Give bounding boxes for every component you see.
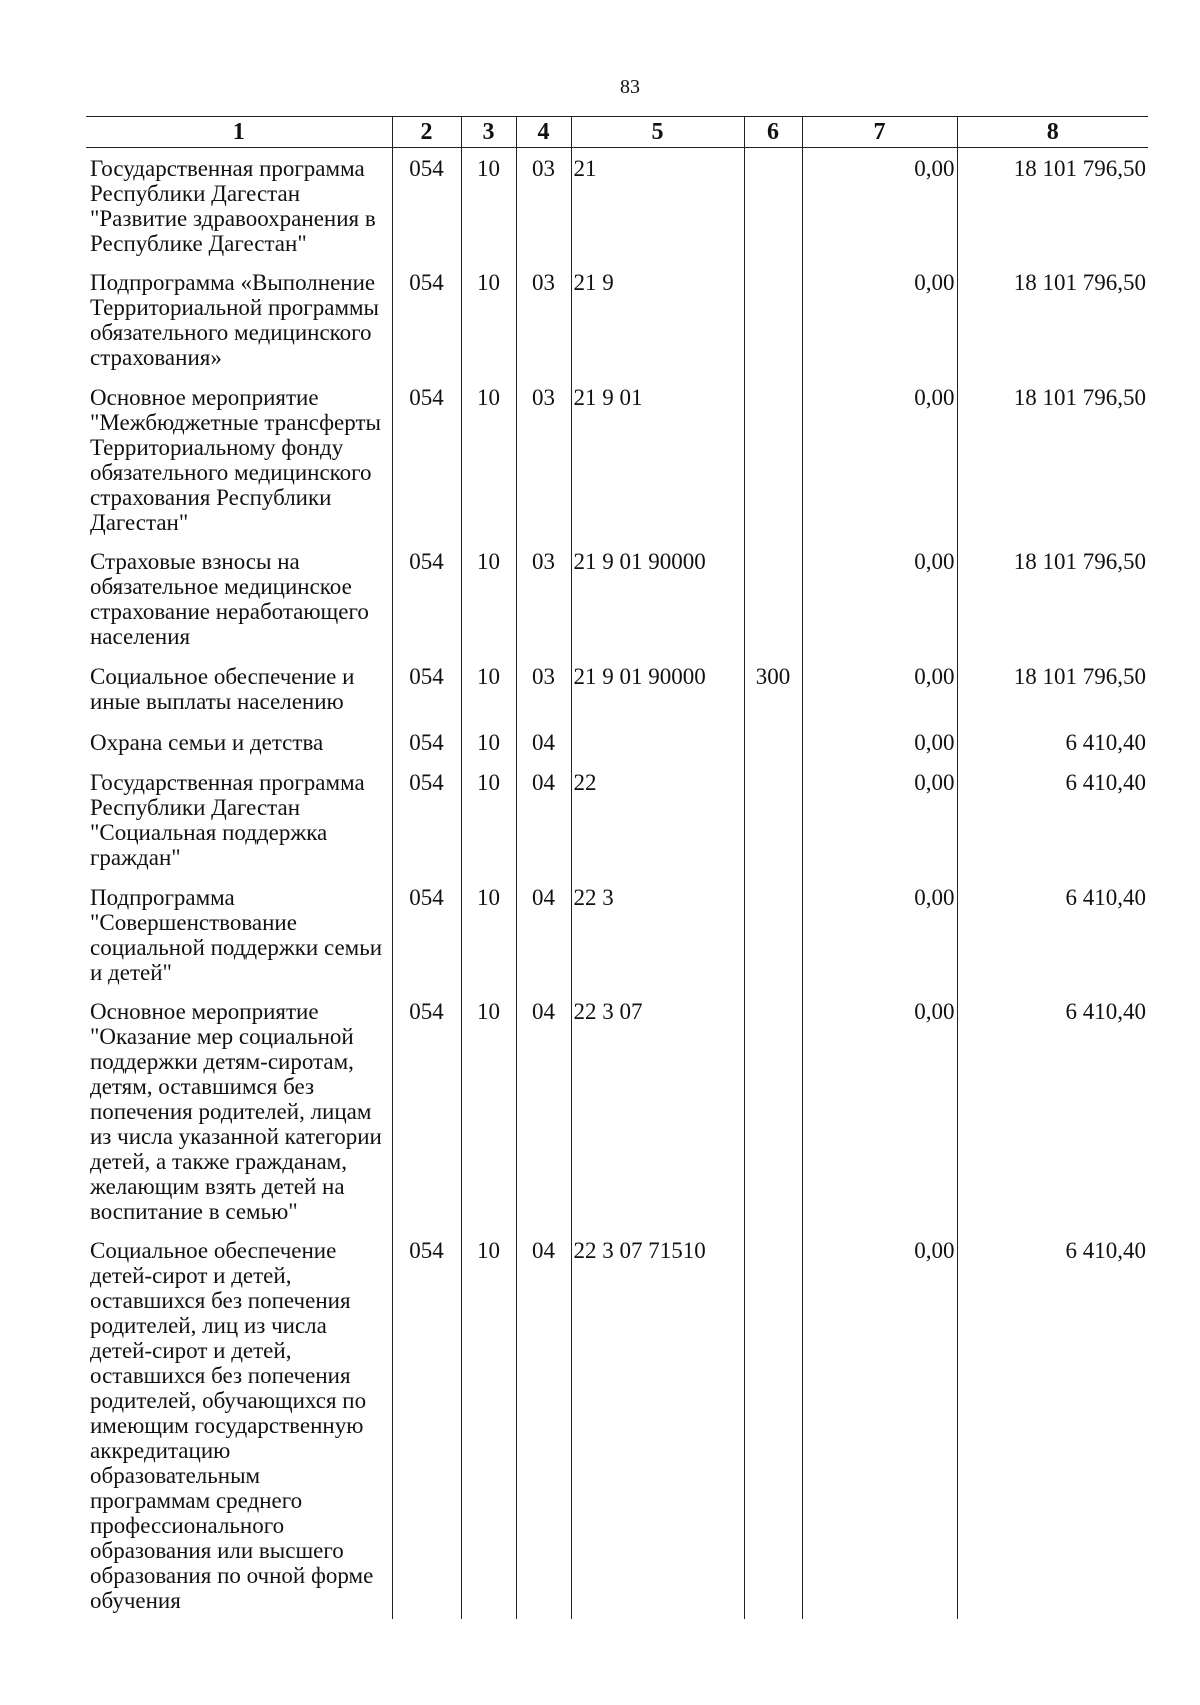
row-ministry-code: 054 — [392, 877, 461, 991]
row-subsection-code: 04 — [516, 722, 571, 762]
row-ministry-code: 054 — [392, 148, 461, 263]
column-header-2: 2 — [392, 117, 461, 148]
row-amount-7: 0,00 — [802, 991, 957, 1230]
row-subsection-code: 03 — [516, 541, 571, 656]
row-target-code: 21 — [571, 148, 744, 263]
row-section-code: 10 — [461, 991, 516, 1230]
table-row — [86, 722, 1148, 762]
table-row — [86, 991, 1148, 1230]
column-header-3: 3 — [461, 117, 516, 148]
row-amount-8: 6 410,40 — [957, 762, 1148, 877]
row-section-code: 10 — [461, 262, 516, 377]
row-target-code: 21 9 01 90000 — [571, 541, 744, 656]
row-name: Основное мероприятие "Оказание мер социальной поддержки детям-сиротам, детям, оставшимся без попечения родителей, лицам из числа указанной категории детей, а также гражданам, желающим взять детей на воспитание в семью" — [90, 999, 382, 1224]
table-row — [86, 148, 1148, 263]
row-amount-7: 0,00 — [802, 762, 957, 877]
row-target-code: 22 — [571, 762, 744, 877]
row-expense-type — [744, 262, 802, 377]
row-amount-7: 0,00 — [802, 262, 957, 377]
row-ministry-code: 054 — [392, 991, 461, 1230]
row-section-code: 10 — [461, 1230, 516, 1619]
row-ministry-code: 054 — [392, 656, 461, 722]
row-amount-8: 6 410,40 — [957, 877, 1148, 991]
row-subsection-code: 04 — [516, 762, 571, 877]
row-subsection-code: 03 — [516, 262, 571, 377]
column-header-5: 5 — [571, 117, 744, 148]
row-amount-7: 0,00 — [802, 1230, 957, 1619]
row-expense-type — [744, 377, 802, 541]
table-row — [86, 1230, 1148, 1619]
row-target-code: 21 9 01 — [571, 377, 744, 541]
row-expense-type — [744, 541, 802, 656]
row-name: Охрана семьи и детства — [90, 730, 324, 755]
row-expense-type — [744, 877, 802, 991]
row-expense-type — [744, 762, 802, 877]
row-amount-8: 18 101 796,50 — [957, 377, 1148, 541]
row-section-code: 10 — [461, 877, 516, 991]
row-target-code: 21 9 01 90000 — [571, 656, 744, 722]
row-name: Подпрограмма "Совершенствование социальной поддержки семьи и детей" — [90, 885, 383, 985]
row-name: Основное мероприятие "Межбюджетные трансферты Территориальному фонду обязательного медицинского страхования Республики Дагестан" — [90, 385, 381, 535]
table-row — [86, 541, 1148, 656]
column-header-7: 7 — [802, 117, 957, 148]
row-amount-7: 0,00 — [802, 656, 957, 722]
row-target-code: 21 9 — [571, 262, 744, 377]
row-amount-7: 0,00 — [802, 877, 957, 991]
table-row — [86, 377, 1148, 541]
row-name: Страховые взносы на обязательное медицинское страхование неработающего населения — [90, 549, 369, 649]
row-subsection-code: 03 — [516, 148, 571, 263]
row-amount-7: 0,00 — [802, 541, 957, 656]
row-amount-8: 18 101 796,50 — [957, 148, 1148, 263]
row-name: Государственная программа Республики Дагестан "Развитие здравоохранения в Республике Дагестан" — [90, 156, 376, 256]
row-subsection-code: 04 — [516, 991, 571, 1230]
row-section-code: 10 — [461, 762, 516, 877]
budget-table — [86, 116, 1148, 1619]
row-section-code: 10 — [461, 148, 516, 263]
row-section-code: 10 — [461, 656, 516, 722]
row-ministry-code: 054 — [392, 762, 461, 877]
row-ministry-code: 054 — [392, 1230, 461, 1619]
row-ministry-code: 054 — [392, 541, 461, 656]
row-name: Социальное обеспечение детей-сирот и детей, оставшихся без попечения родителей, лиц из числа детей-сирот и детей, оставшихся без попечения родителей, обучающихся по имеющим государственную аккредитацию образовательным программам среднего профессионального образования или высшего образования по очной форме обучения — [90, 1238, 374, 1613]
row-amount-8: 6 410,40 — [957, 1230, 1148, 1619]
row-target-code — [571, 722, 744, 762]
row-amount-8: 18 101 796,50 — [957, 262, 1148, 377]
row-expense-type — [744, 148, 802, 263]
column-header-6: 6 — [744, 117, 802, 148]
column-header-1: 1 — [86, 117, 392, 148]
column-header-4: 4 — [516, 117, 571, 148]
row-expense-type — [744, 1230, 802, 1619]
table-row — [86, 762, 1148, 877]
table-row — [86, 656, 1148, 722]
row-target-code: 22 3 07 71510 — [571, 1230, 744, 1619]
row-amount-7: 0,00 — [802, 722, 957, 762]
header-row — [86, 117, 1148, 148]
row-amount-8: 18 101 796,50 — [957, 656, 1148, 722]
row-subsection-code: 04 — [516, 1230, 571, 1619]
row-ministry-code: 054 — [392, 377, 461, 541]
row-amount-7: 0,00 — [802, 377, 957, 541]
row-ministry-code: 054 — [392, 262, 461, 377]
page-number: 83 — [620, 76, 640, 98]
row-section-code: 10 — [461, 722, 516, 762]
row-amount-7: 0,00 — [802, 148, 957, 263]
row-section-code: 10 — [461, 377, 516, 541]
row-subsection-code: 04 — [516, 877, 571, 991]
column-header-8: 8 — [957, 117, 1148, 148]
row-section-code: 10 — [461, 541, 516, 656]
row-name: Государственная программа Республики Дагестан "Социальная поддержка граждан" — [90, 770, 365, 870]
row-amount-8: 6 410,40 — [957, 722, 1148, 762]
table-row — [86, 877, 1148, 991]
row-name: Подпрограмма «Выполнение Территориальной программы обязательного медицинского страхования» — [90, 270, 380, 370]
row-expense-type — [744, 991, 802, 1230]
row-target-code: 22 3 07 — [571, 991, 744, 1230]
row-name: Социальное обеспечение и иные выплаты населению — [90, 664, 355, 714]
row-amount-8: 18 101 796,50 — [957, 541, 1148, 656]
row-subsection-code: 03 — [516, 377, 571, 541]
row-target-code: 22 3 — [571, 877, 744, 991]
row-expense-type: 300 — [744, 656, 802, 722]
row-expense-type — [744, 722, 802, 762]
row-ministry-code: 054 — [392, 722, 461, 762]
table-row — [86, 262, 1148, 377]
row-amount-8: 6 410,40 — [957, 991, 1148, 1230]
row-subsection-code: 03 — [516, 656, 571, 722]
